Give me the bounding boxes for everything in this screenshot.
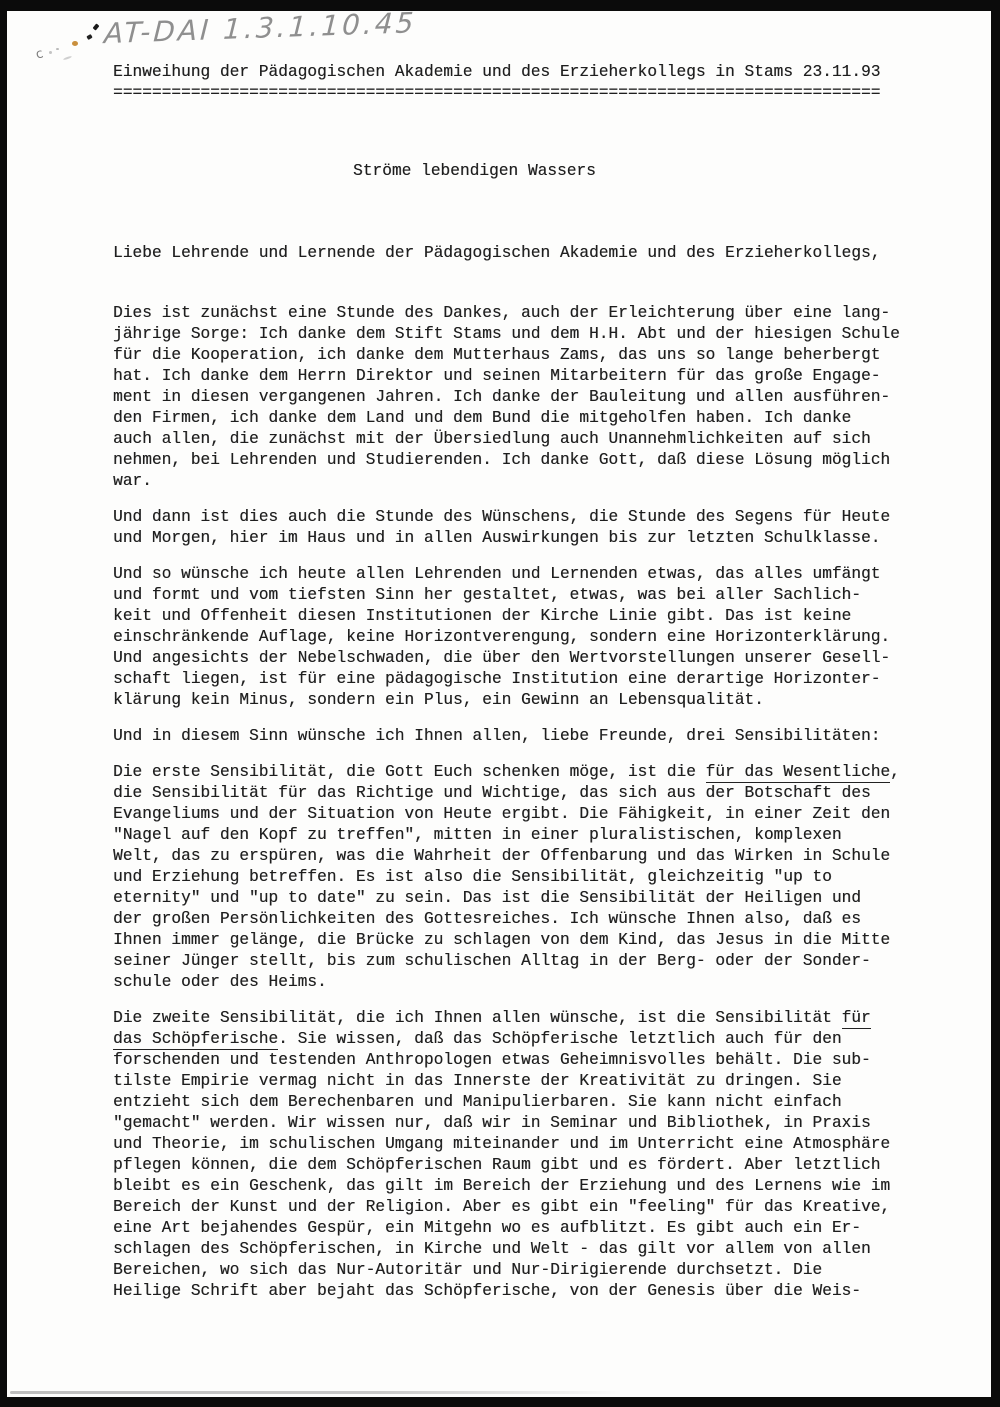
text-line: für die Kooperation, ich danke dem Mutterhaus Zams, das uns so lange beherbergt (113, 346, 881, 364)
paragraph (113, 507, 923, 549)
text-line: und Theorie, im schulischen Umgang miteinander und im Unterricht eine Atmosphäre (113, 1135, 891, 1153)
speech-heading: Ströme lebendigen Wassers (353, 162, 596, 180)
text-line: war. (113, 472, 152, 490)
paragraph (113, 1008, 923, 1302)
text-line: Die zweite Sensibilität, die ich Ihnen allen wünsche, ist die Sensibilität für (113, 1009, 871, 1027)
text-line: Heilige Schrift aber bejaht das Schöpferische, von der Genesis über die Weis- (113, 1282, 861, 1300)
text-line: forschenden und testenden Anthropologen etwas Geheimnisvolles behält. Die sub- (113, 1051, 871, 1069)
text-line: Und angesichts der Nebelschwaden, die über den Wertvorstellungen unserer Gesell- (113, 649, 891, 667)
text-line: bleibt es ein Geschenk, das gilt im Bereich der Erziehung und des Lernens wie im (113, 1177, 891, 1195)
text-line: seiner Jünger stellt, bis zum schulischen Alltag in der Berg- oder der Sonder- (113, 952, 871, 970)
text-line: Ihnen immer gelänge, die Brücke zu schlagen von dem Kind, das Jesus in die Mitte (113, 931, 891, 949)
document-title: Einweihung der Pädagogischen Akademie und des Erzieherkollegs in Stams 23.11.93 (113, 63, 881, 81)
paragraph (113, 762, 923, 993)
underlined-text: für das Wesentliche (705, 763, 891, 781)
text-line: Bereichen, wo sich das Nur-Autoritär und Nur-Dirigierende durchsetzt. Die (113, 1261, 823, 1279)
pencil-corner-mark: c (34, 46, 45, 63)
text-line: schule oder des Heims. (113, 973, 327, 991)
text-line: Und so wünsche ich heute allen Lehrenden und Lernenden etwas, das alles umfängt (113, 565, 881, 583)
text-line: das Schöpferische. Sie wissen, daß das Schöpferische letztlich auch für den (113, 1030, 842, 1048)
text-line: schaft liegen, ist für eine pädagogische Institution eine derartige Horizonter- (113, 670, 881, 688)
text-line: und Erziehung betreffen. Es ist also die Sensibilität, gleichzeitig "up to (113, 868, 832, 886)
text-line: schlagen des Schöpferischen, in Kirche und Welt - das gilt vor allem von allen (113, 1240, 871, 1258)
text-line: die Sensibilität für das Richtige und Wichtige, das sich aus der Botschaft des (113, 784, 871, 802)
paragraph (113, 726, 923, 747)
text-line: einschränkende Auflage, keine Horizontverengung, sondern eine Horizonterklärung. (113, 628, 891, 646)
ink-speck (93, 23, 100, 30)
text-line: keit und Offenheit diesen Institutionen der Kirche Linie gibt. Das ist keine (113, 607, 852, 625)
text-line: nehmen, bei Lehrenden und Studierenden. Ich danke Gott, daß diese Lösung möglich (113, 451, 891, 469)
ink-speck (49, 51, 52, 54)
text-line: Die erste Sensibilität, die Gott Euch schenken möge, ist die für das Wesentliche, (113, 763, 900, 781)
text-line: eine Art bejahendes Gespür, ein Mitgehn wo es aufblitzt. Es gibt auch ein Er- (113, 1219, 861, 1237)
text-line: den Firmen, ich danke dem Land und dem Bund die mitgeholfen haben. Ich danke (113, 409, 852, 427)
underlined-text: für (841, 1009, 871, 1027)
text-line: ment in diesen vergangenen Jahren. Ich danke der Bauleitung und allen ausführen- (113, 388, 891, 406)
text-line: entzieht sich dem Berechenbaren und Manipulierbaren. Sie kann nicht einfach (113, 1093, 842, 1111)
ink-speck (72, 41, 78, 46)
text-line: "gemacht" werden. Wir wissen nur, daß wir in Seminar und Bibliothek, in Praxis (113, 1114, 871, 1132)
ink-speck (86, 34, 92, 40)
text-line: tilste Empirie vermag nicht in das Innerste der Kreativität zu dringen. Sie (113, 1072, 842, 1090)
text-line: eternity" und "up to date" zu sein. Das ist die Sensibilität der Heiligen und (113, 889, 861, 907)
paragraph (113, 564, 923, 711)
ink-speck (56, 48, 59, 50)
title-underline-rule: =============================================================================== (113, 84, 881, 102)
text-line: pflegen können, die dem Schöpferischen Raum gibt und es fördert. Aber letztlich (113, 1156, 881, 1174)
text-line: "Nagel auf den Kopf zu treffen", mitten in einer pluralistischen, komplexen (113, 826, 842, 844)
text-line: auch allen, die zunächst mit der Übersiedlung auch Unannehmlichkeiten auf sich (113, 430, 871, 448)
text-line: jährige Sorge: Ich danke dem Stift Stams und dem H.H. Abt und der hiesigen Schule (113, 325, 900, 343)
text-line: Bereich der Kunst und der Religion. Aber es gibt ein "feeling" für das Kreative, (113, 1198, 891, 1216)
text-line: hat. Ich danke dem Herrn Direktor und seinen Mitarbeitern für das große Engage- (113, 367, 881, 385)
document-page (7, 6, 991, 1397)
text-line: Welt, das zu erspüren, was die Wahrheit der Offenbarung und das Wirken in Schule (113, 847, 891, 865)
text-line: klärung kein Minus, sondern ein Plus, ein Gewinn an Lebensqualität. (113, 691, 764, 709)
typewritten-text (113, 62, 923, 1302)
salutation-line: Liebe Lehrende und Lernende der Pädagogischen Akademie und des Erzieherkollegs, (113, 244, 881, 262)
text-line: Dies ist zunächst eine Stunde des Dankes, auch der Erleichterung über eine lang- (113, 304, 891, 322)
text-line: und formt und vom tiefsten Sinn her gestaltet, etwas, was bei aller Sachlich- (113, 586, 861, 604)
text-line: Und in diesem Sinn wünsche ich Ihnen allen, liebe Freunde, drei Sensibilitäten: (113, 727, 881, 745)
handwritten-archive-number: AT-DAI 1.3.1.10.45 (103, 6, 418, 51)
scan-smudge (10, 1391, 622, 1394)
document-body (113, 303, 923, 1302)
text-line: und Morgen, hier im Haus und in allen Auswirkungen bis zur letzten Schulklasse. (113, 529, 881, 547)
ink-speck (63, 56, 72, 61)
text-line: der großen Persönlichkeiten des Gottesreiches. Ich wünsche Ihnen also, daß es (113, 910, 861, 928)
underlined-text: das Schöpferische (113, 1030, 279, 1048)
text-line: Und dann ist dies auch die Stunde des Wünschens, die Stunde des Segens für Heute (113, 508, 891, 526)
text-line: Evangeliums und der Situation von Heute ergibt. Die Fähigkeit, in einer Zeit den (113, 805, 891, 823)
paragraph (113, 303, 923, 492)
